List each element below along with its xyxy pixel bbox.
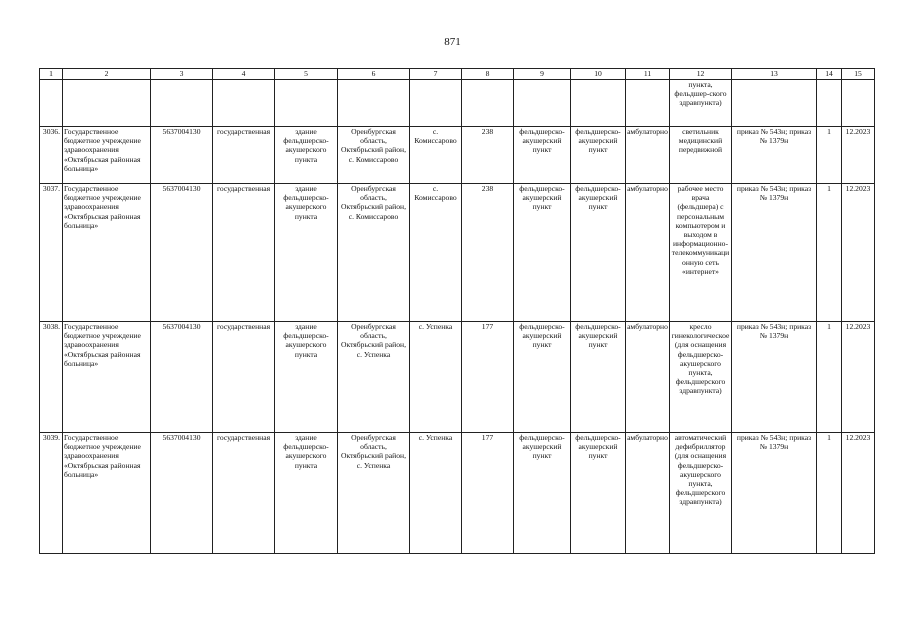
inn-cell: 5637004130: [151, 322, 213, 433]
order-cell: приказ № 543н; приказ № 1379н: [732, 184, 817, 322]
table-row: [40, 184, 875, 322]
column-header: 3: [151, 69, 213, 80]
care-form-cell: амбулаторно: [626, 184, 670, 322]
page-number: 871: [444, 36, 461, 48]
address-cell: Оренбургская область, Октябрьский район, с. Успенка: [338, 322, 410, 433]
building-cell: здание фельдшерско-акушерского пункта: [275, 322, 338, 433]
table-cell: [571, 80, 626, 127]
population-cell: 177: [462, 322, 514, 433]
population-cell: 177: [462, 433, 514, 554]
quantity-cell: 1: [817, 184, 842, 322]
column-header: 7: [410, 69, 462, 80]
facility-type-cell: фельдшерско-акушерский пункт: [571, 322, 626, 433]
care-form-cell: амбулаторно: [626, 127, 670, 184]
facility-type-cell: фельдшерско-акушерский пункт: [571, 127, 626, 184]
quantity-cell: 1: [817, 127, 842, 184]
table-cell: [151, 80, 213, 127]
settlement-cell: с. Комиссарово: [410, 127, 462, 184]
facility-type-cell: фельдшерско-акушерский пункт: [514, 184, 571, 322]
column-header: 8: [462, 69, 514, 80]
table-cell: [842, 80, 875, 127]
table-cell: [275, 80, 338, 127]
quantity-cell: 1: [817, 322, 842, 433]
population-cell: 238: [462, 127, 514, 184]
column-header: 14: [817, 69, 842, 80]
column-header: 15: [842, 69, 875, 80]
column-header: 4: [213, 69, 275, 80]
building-cell: здание фельдшерско-акушерского пункта: [275, 127, 338, 184]
inn-cell: 5637004130: [151, 184, 213, 322]
facility-type-cell: фельдшерско-акушерский пункт: [514, 127, 571, 184]
organization-cell: Государственное бюджетное учреждение здравоохранения «Октябрьская районная больница»: [63, 127, 151, 184]
address-cell: Оренбургская область, Октябрьский район, с. Успенка: [338, 433, 410, 554]
date-cell: 12.2023: [842, 322, 875, 433]
ownership-cell: государственная: [213, 433, 275, 554]
table-row: [40, 433, 875, 554]
settlement-cell: с. Успенка: [410, 433, 462, 554]
care-form-cell: амбулаторно: [626, 433, 670, 554]
table-cell: [514, 80, 571, 127]
equipment-cell: пункта, фельдшер-ского здравпункта): [670, 80, 732, 127]
ownership-cell: государственная: [213, 127, 275, 184]
table-cell: [63, 80, 151, 127]
facility-type-cell: фельдшерско-акушерский пункт: [571, 433, 626, 554]
row-number-cell: 3036.: [40, 127, 63, 184]
table-cell: [40, 80, 63, 127]
table-cell: [462, 80, 514, 127]
column-header: 6: [338, 69, 410, 80]
organization-cell: Государственное бюджетное учреждение здравоохранения «Октябрьская районная больница»: [63, 433, 151, 554]
equipment-cell: автоматический дефибриллятор (для оснащения фельдшерско-акушерского пункта, фельдшерского здравпункта): [670, 433, 732, 554]
table-row: [40, 127, 875, 184]
organization-cell: Государственное бюджетное учреждение здравоохранения «Октябрьская районная больница»: [63, 322, 151, 433]
column-header: 10: [571, 69, 626, 80]
facility-type-cell: фельдшерско-акушерский пункт: [571, 184, 626, 322]
order-cell: приказ № 543н; приказ № 1379н: [732, 322, 817, 433]
column-header: 5: [275, 69, 338, 80]
table-cell: [338, 80, 410, 127]
equipment-cell: светильник медицинский передвижной: [670, 127, 732, 184]
column-header: 12: [670, 69, 732, 80]
row-number-cell: 3037.: [40, 184, 63, 322]
building-cell: здание фельдшерско-акушерского пункта: [275, 433, 338, 554]
settlement-cell: с. Успенка: [410, 322, 462, 433]
equipment-cell: кресло гинекологическое (для оснащения фельдшерско-акушерского пункта, фельдшерского здравпункта): [670, 322, 732, 433]
column-header: 13: [732, 69, 817, 80]
date-cell: 12.2023: [842, 433, 875, 554]
quantity-cell: 1: [817, 433, 842, 554]
organization-cell: Государственное бюджетное учреждение здравоохранения «Октябрьская районная больница»: [63, 184, 151, 322]
care-form-cell: амбулаторно: [626, 322, 670, 433]
address-cell: Оренбургская область, Октябрьский район, с. Комиссарово: [338, 184, 410, 322]
ownership-cell: государственная: [213, 322, 275, 433]
facility-type-cell: фельдшерско-акушерский пункт: [514, 322, 571, 433]
order-cell: приказ № 543н; приказ № 1379н: [732, 127, 817, 184]
facility-type-cell: фельдшерско-акушерский пункт: [514, 433, 571, 554]
date-cell: 12.2023: [842, 184, 875, 322]
table-cell: [817, 80, 842, 127]
table-row: [40, 322, 875, 433]
column-header: 1: [40, 69, 63, 80]
column-header: 11: [626, 69, 670, 80]
equipment-cell: рабочее место врача (фельдшера) с персональным компьютером и выходом в информационно-телекоммуникационную сеть «интернет»: [670, 184, 732, 322]
settlement-cell: с. Комиссарово: [410, 184, 462, 322]
inn-cell: 5637004130: [151, 433, 213, 554]
population-cell: 238: [462, 184, 514, 322]
building-cell: здание фельдшерско-акушерского пункта: [275, 184, 338, 322]
order-cell: приказ № 543н; приказ № 1379н: [732, 433, 817, 554]
registry-table: [39, 68, 875, 554]
date-cell: 12.2023: [842, 127, 875, 184]
table-cell: [213, 80, 275, 127]
inn-cell: 5637004130: [151, 127, 213, 184]
column-header: 9: [514, 69, 571, 80]
column-number-row: [40, 69, 875, 80]
row-number-cell: 3039.: [40, 433, 63, 554]
table-cell: [626, 80, 670, 127]
ownership-cell: государственная: [213, 184, 275, 322]
row-number-cell: 3038.: [40, 322, 63, 433]
table-cell: [410, 80, 462, 127]
table-cell: [732, 80, 817, 127]
table-row-continuation: [40, 80, 875, 127]
address-cell: Оренбургская область, Октябрьский район, с. Комиссарово: [338, 127, 410, 184]
column-header: 2: [63, 69, 151, 80]
